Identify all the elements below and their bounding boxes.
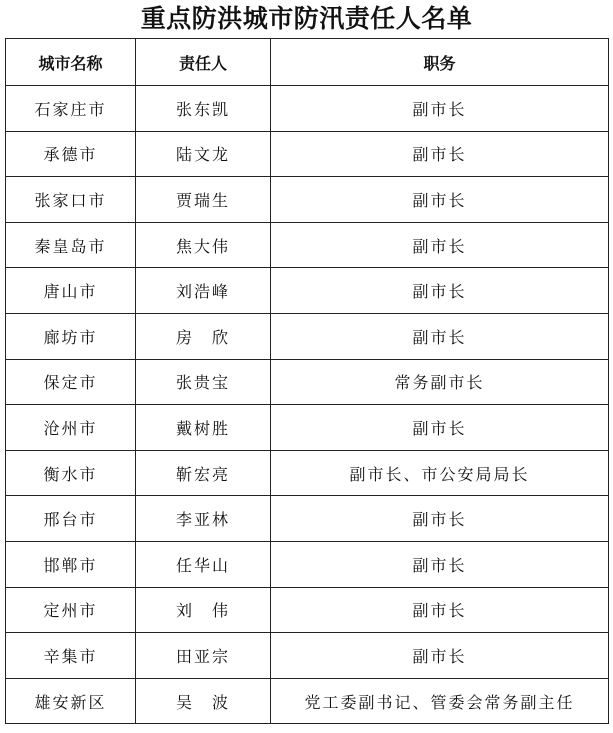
city-cell: 承德市 <box>6 131 136 177</box>
person-cell: 刘 伟 <box>136 587 271 633</box>
duty-cell: 副市长 <box>271 405 609 451</box>
column-header-person: 责任人 <box>136 39 271 86</box>
table-row <box>6 633 609 679</box>
duty-cell: 副市长 <box>271 268 609 314</box>
city-cell: 保定市 <box>6 359 136 405</box>
person-cell: 贾瑞生 <box>136 177 271 223</box>
city-cell: 唐山市 <box>6 268 136 314</box>
table-row <box>6 496 609 542</box>
city-cell: 石家庄市 <box>6 86 136 132</box>
duty-cell: 副市长、市公安局局长 <box>271 450 609 496</box>
city-cell: 雄安新区 <box>6 678 136 724</box>
duty-cell: 常务副市长 <box>271 359 609 405</box>
table-row <box>6 678 609 724</box>
table-row <box>6 268 609 314</box>
column-header-city: 城市名称 <box>6 39 136 86</box>
table-row <box>6 541 609 587</box>
city-cell: 张家口市 <box>6 177 136 223</box>
duty-cell: 副市长 <box>271 313 609 359</box>
city-cell: 沧州市 <box>6 405 136 451</box>
city-cell: 邢台市 <box>6 496 136 542</box>
table-header-row <box>6 39 609 86</box>
column-header-duty: 职务 <box>271 39 609 86</box>
city-cell: 衡水市 <box>6 450 136 496</box>
table-row <box>6 86 609 132</box>
duty-cell: 副市长 <box>271 177 609 223</box>
city-cell: 廊坊市 <box>6 313 136 359</box>
person-cell: 陆文龙 <box>136 131 271 177</box>
person-cell: 任华山 <box>136 541 271 587</box>
person-cell: 房 欣 <box>136 313 271 359</box>
page-title: 重点防洪城市防汛责任人名单 <box>140 4 473 33</box>
person-cell: 戴树胜 <box>136 405 271 451</box>
person-cell: 刘浩峰 <box>136 268 271 314</box>
table-row <box>6 177 609 223</box>
duty-cell: 副市长 <box>271 131 609 177</box>
table-row <box>6 450 609 496</box>
table-row <box>6 587 609 633</box>
city-cell: 邯郸市 <box>6 541 136 587</box>
person-cell: 张东凯 <box>136 86 271 132</box>
city-cell: 定州市 <box>6 587 136 633</box>
duty-cell: 副市长 <box>271 633 609 679</box>
duty-cell: 副市长 <box>271 222 609 268</box>
table-row <box>6 405 609 451</box>
table-row <box>6 131 609 177</box>
city-cell: 辛集市 <box>6 633 136 679</box>
duty-cell: 副市长 <box>271 496 609 542</box>
person-cell: 吴 波 <box>136 678 271 724</box>
duty-cell: 副市长 <box>271 86 609 132</box>
duty-cell: 副市长 <box>271 587 609 633</box>
responsibility-table <box>5 38 609 724</box>
duty-cell: 副市长 <box>271 541 609 587</box>
person-cell: 李亚林 <box>136 496 271 542</box>
table-row <box>6 222 609 268</box>
person-cell: 焦大伟 <box>136 222 271 268</box>
table-row <box>6 359 609 405</box>
city-cell: 秦皇岛市 <box>6 222 136 268</box>
person-cell: 靳宏亮 <box>136 450 271 496</box>
person-cell: 田亚宗 <box>136 633 271 679</box>
person-cell: 张贵宝 <box>136 359 271 405</box>
duty-cell: 党工委副书记、管委会常务副主任 <box>271 678 609 724</box>
table-row <box>6 313 609 359</box>
